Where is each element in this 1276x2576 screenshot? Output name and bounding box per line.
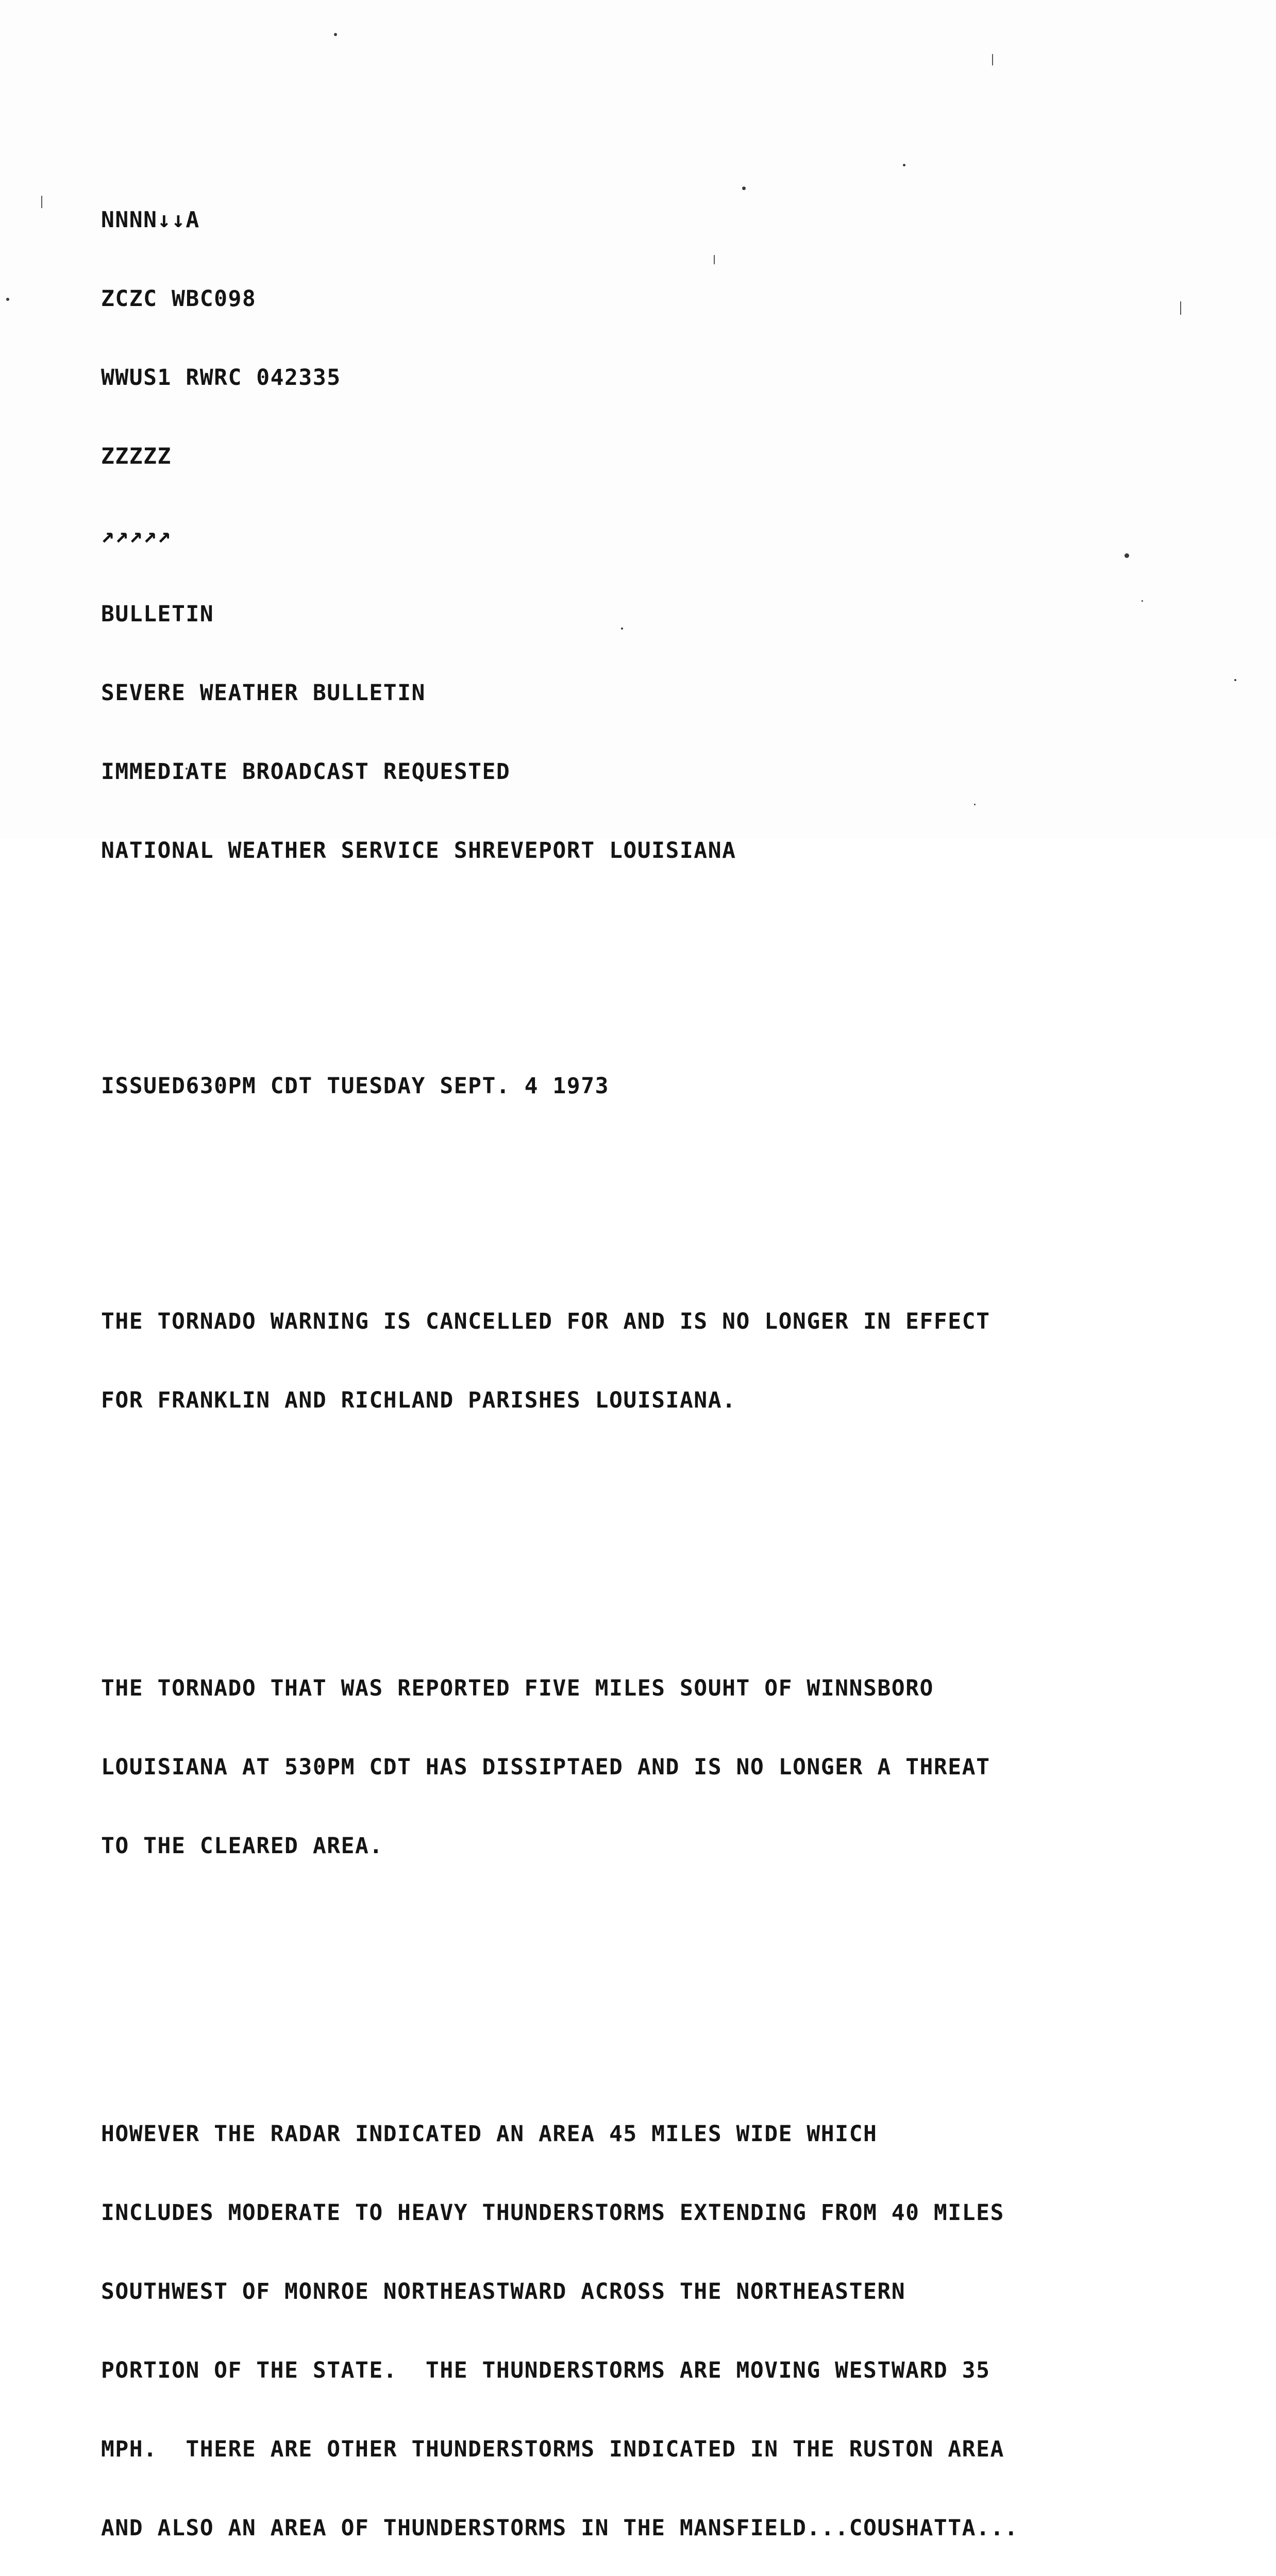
paragraph-line: PORTION OF THE STATE. THE THUNDERSTORMS ARE MOVING WESTWARD 35 (101, 2358, 990, 2383)
paragraph-tornado-report (101, 1623, 1018, 1912)
paragraph-line: TO THE CLEARED AREA. (101, 1833, 383, 1859)
bulletin-title: SEVERE WEATHER BULLETIN (101, 680, 426, 706)
paragraph-line: LOUISIANA AT 530PM CDT HAS DISSIPTAED AND IS NO LONGER A THREAT (101, 1754, 990, 1780)
scan-speck (1124, 553, 1129, 558)
bulletin-label: BULLETIN (101, 601, 214, 627)
issued-line: ISSUED630PM CDT TUESDAY SEPT. 4 1973 (101, 1073, 609, 1099)
paragraph-line: THE TORNADO THAT WAS REPORTED FIVE MILES SOUHT OF WINNSBORO (101, 1675, 934, 1701)
header-line: ↗↗↗↗↗ (101, 522, 172, 548)
paragraph-radar-report (101, 2069, 1018, 2576)
scan-mark (41, 196, 42, 208)
paragraph-line: INCLUDES MODERATE TO HEAVY THUNDERSTORMS EXTENDING FROM 40 MILES (101, 2200, 1004, 2226)
paragraph-line: AND ALSO AN AREA OF THUNDERSTORMS IN THE MANSFIELD...COUSHATTA... (101, 2515, 1019, 2541)
header-line: WWUS1 RWRC 042335 (101, 365, 341, 391)
bulletin-text (101, 102, 1018, 2576)
header-line: NNNN↓↓A (101, 207, 200, 233)
scan-speck (1141, 600, 1143, 602)
header-line: ZCZC WBC098 (101, 286, 257, 312)
scan-mark (1180, 301, 1181, 315)
paragraph-cancellation (101, 1256, 1018, 1466)
scan-speck (1234, 679, 1236, 681)
paragraph-line: SOUTHWEST OF MONROE NORTHEASTWARD ACROSS THE NORTHEASTERN (101, 2279, 906, 2304)
paragraph-line: MPH. THERE ARE OTHER THUNDERSTORMS INDICATED IN THE RUSTON AREA (101, 2436, 1004, 2462)
scan-speck (334, 33, 337, 36)
paragraph-line: THE TORNADO WARNING IS CANCELLED FOR AND IS NO LONGER IN EFFECT (101, 1309, 990, 1334)
scan-speck (6, 298, 9, 301)
paragraph-line: FOR FRANKLIN AND RICHLAND PARISHES LOUISIANA. (101, 1387, 736, 1413)
header-line: ZZZZZ (101, 444, 172, 469)
scan-mark (992, 54, 993, 65)
issuing-office: NATIONAL WEATHER SERVICE SHREVEPORT LOUISIANA (101, 838, 736, 863)
paragraph-line: HOWEVER THE RADAR INDICATED AN AREA 45 MILES WIDE WHICH (101, 2121, 878, 2147)
broadcast-request: IMMEDIATE BROADCAST REQUESTED (101, 759, 511, 785)
message-header (101, 155, 1018, 917)
